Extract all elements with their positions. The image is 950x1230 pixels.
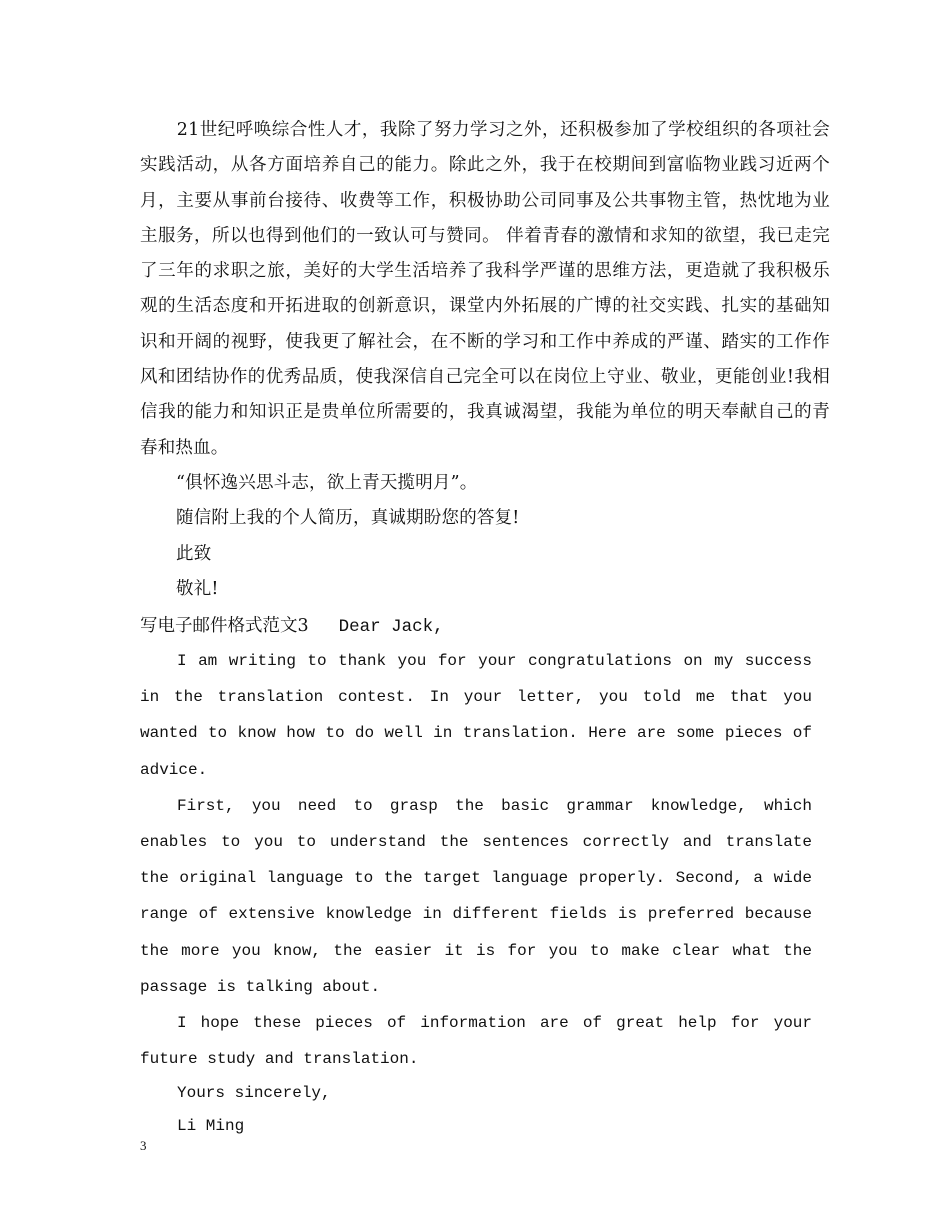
email-greeting: Dear Jack, xyxy=(338,617,444,637)
email-paragraph-2: First, you need to grasp the basic grammar knowledge, which enables to you to understand the sentences correctly and translate the original language to the target language properly. Second, a wide range of extensive knowledge in different fields is preferred because the more you know, the easier it is for you to make clear what the passage is talking about. xyxy=(140,796,812,996)
chinese-letter-body xyxy=(140,113,830,607)
email-sign-off: Yours sincerely, xyxy=(177,1084,331,1103)
example-heading: 写电子邮件格式范文3 xyxy=(140,616,309,636)
page-number: 3 xyxy=(140,1138,147,1153)
email-paragraph-3: I hope these pieces of information are of great help for your future study and translation. xyxy=(140,1014,812,1069)
email-signature: Li Ming xyxy=(177,1117,245,1136)
email-paragraph-1: I am writing to thank you for your congratulations on my success in the translation contest. In your letter, you told me that you wanted to know how to do well in translation. Here are some pieces of advice. xyxy=(140,652,812,779)
closing-line-1: 此致 xyxy=(176,543,212,564)
example-heading-row xyxy=(140,609,830,645)
cover-letter-paragraph: 21世纪呼唤综合性人才，我除了努力学习之外，还积极参加了学校组织的各项社会实践活动，从各方面培养自己的能力。除此之外，我于在校期间到富临物业践习近两个月，主要从事前台接待、收费等工作，积极协助公司同事及公共事物主管，热忱地为业主服务，所以也得到他们的一致认可与赞同。 伴着青春的激情和求知的欲望，我已走完了三年的求职之旅，美好的大学生活培养了我科学严谨的思维方法，更造就了我积极乐观的生活态度和开拓进取的创新意识，课堂内外拓展的广博的社交实践、扎实的基础知识和开阔的视野，使我更了解社会，在不断的学习和工作中养成的严谨、踏实的工作作风和团结协作的优秀品质，使我深信自己完全可以在岗位上守业、敬业，更能创业!我相信我的能力和知识正是贵单位所需要的，我真诚渴望，我能为单位的明天奉献自己的青春和热血。 xyxy=(140,120,830,458)
closing-line-2: 敬礼! xyxy=(176,578,219,599)
quote-line: “俱怀逸兴思斗志，欲上青天揽明月”。 xyxy=(176,472,478,493)
english-email-body xyxy=(140,643,812,1143)
attachment-line: 随信附上我的个人简历，真诚期盼您的答复! xyxy=(176,508,520,529)
